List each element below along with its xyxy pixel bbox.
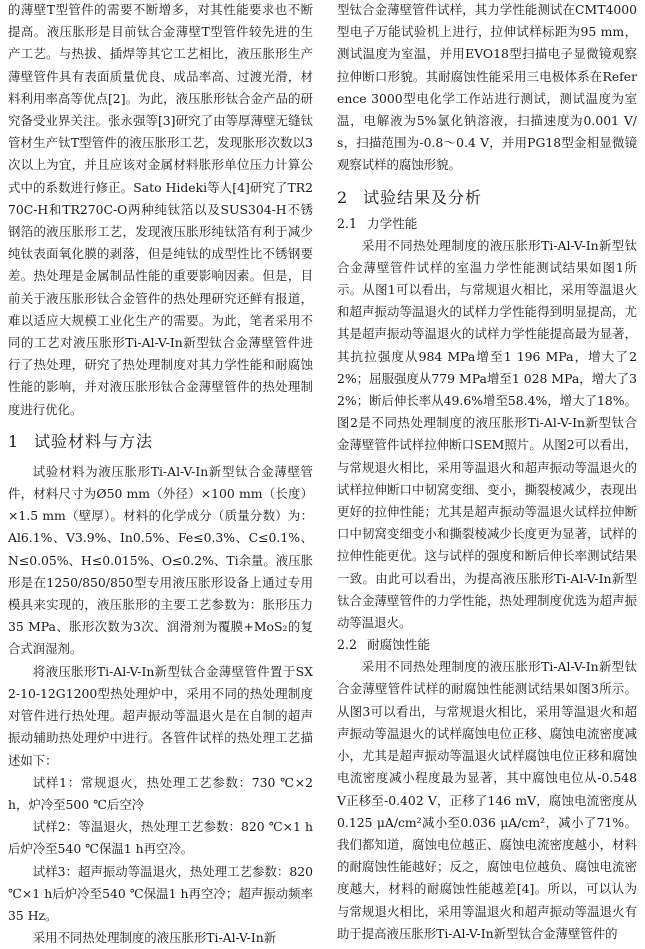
testing-paragraph-start: 采用不同热处理制度的液压胀形Ti-Al-V-In新 <box>32 930 277 946</box>
section-1-number: 1 <box>8 431 20 451</box>
section-2-number: 2 <box>337 187 349 207</box>
subsection-2-1-title: 力学性能 <box>367 215 418 231</box>
section-2-title: 试验结果及分析 <box>363 187 483 207</box>
right-column <box>337 0 637 945</box>
section-2-heading <box>337 183 637 213</box>
mechanical-properties-paragraph: 采用不同热处理制度的液压胀形Ti-Al-V-In新型钛合金薄壁管件试样的室温力学性能测试结果如图1所示。从图1可以看出，与常规退火相比，采用等温退火和超声振动等温退火的试样力学性能得到明显提高，尤其是超声振动等温退火的试样力学性能提高最为显著，其抗拉强度从984 MPa增至1 196 MPa，增大了22%；屈服强度从779 MPa增至1 028 MPa，增大了32%；断后伸长率从49.6%增至58.4%，增大了18%。图2是不同热处理制度的液压胀形Ti-Al-V-In新型钛合金薄壁管件试样拉伸断口SEM照片。从图2可以看出，与常规退火相比，采用等温退火和超声振动等温退火的试样拉伸断口中韧窝变细、变小，撕裂棱减少，表现出更好的拉伸性能；尤其是超声振动等温退火试样拉伸断口中韧窝变细变小和撕裂棱减少长度更为显著，试样的拉伸性能更优。这与试样的强度和断后伸长率测试结果一致。由此可以看出，为提高液压胀形Ti-Al-V-In新型钛合金薄壁管件的力学性能，热处理制度优选为超声振动等温退火。 <box>337 237 637 631</box>
section-1-title: 试验材料与方法 <box>34 431 154 451</box>
intro-paragraph-continued: 的薄壁T型管件的需要不断增多，对其性能要求也不断提高。液压胀形是目前钛合金薄壁T型管件较先进的生产工艺。与热拔、插焊等其它工艺相比，液压胀形生产薄壁管件具有表面质量优良、成品率高、过渡光滑，材料利用率高等优点[2]。为此，液压胀形钛合金产品的研究备受业界关注。张永强等[3]研究了由等厚薄壁无缝钛管材生产钛T型管件的液压胀形工艺，发现胀形次数以3次以上为宜，并且应该对金属材料胀形单位压力计算公式中的系数进行修正。Sato Hideki等人[4]研究了TR270C-H和TR270C-O两种纯钛箔以及SUS304-H不锈钢箔的液压胀形工艺，发现液压胀形纯钛箔有利于减少纯钛表面氧化膜的剥落，但是纯钛的成型性比不锈钢要差。热处理是金属制品性能的重要影响因素。但是，目前关于液压胀形钛合金管件的热处理研究还鲜有报道，难以适应大规模工业化生产的需要。为此，笔者采用不同的工艺对液压胀形Ti-Al-V-In新型钛合金薄壁管件进行了热处理，研究了热处理制度对其力学性能和耐腐蚀性能的影响，并对液压胀形钛合金薄壁管件的热处理制度进行优化。 <box>8 2 313 417</box>
corrosion-resistance-paragraph: 采用不同热处理制度的液压胀形Ti-Al-V-In新型钛合金薄壁管件试样的耐腐蚀性能测试结果如图3所示。从图3可以看出，与常规退火相比，采用等温退火和超声振动等温退火的试样腐蚀电位正移、腐蚀电流密度减小，尤其是超声振动等温退火试样腐蚀电位正移和腐蚀电流密度减小程度最为显著，其中腐蚀电位从-0.548 V正移至-0.402 V，正移了146 mV，腐蚀电流密度从0.125 μA/cm²减小至0.036 μA/cm²，减小了71%。我们都知道，腐蚀电位越正、腐蚀电流密度越小，材料的耐腐蚀性能越好；反之，腐蚀电位越负、腐蚀电流密度越大，材料的耐腐蚀性能越差[4]。所以，可以认为与常规退火相比，采用等温退火和超声振动等温退火有助于提高液压胀形Ti-Al-V-In新型钛合金薄壁管件的 <box>337 659 637 941</box>
heat-treatment-paragraph: 将液压胀形Ti-Al-V-In新型钛合金薄壁管件置于SX2-10-12G1200型热处理炉中，采用不同的热处理制度对管件进行热处理。超声振动等温退火是在自制的超声振动辅助热处理炉中进行。各管件试样的热处理工艺描述如下： <box>8 663 313 768</box>
sample-2-description: 试样2：等温退火，热处理工艺参数：820 ℃×1 h后炉冷至540 ℃保温1 h再空冷。 <box>8 819 313 857</box>
subsection-2-1-number: 2.1 <box>337 215 358 231</box>
section-1-heading <box>8 427 313 457</box>
left-column <box>8 0 313 949</box>
subsection-2-1-heading <box>337 213 637 235</box>
sample-3-description: 试样3：超声振动等温退火，热处理工艺参数：820 ℃×1 h后炉冷至540 ℃保温1 h再空冷；超声振动频率35 Hz。 <box>8 863 313 923</box>
subsection-2-2-number: 2.2 <box>337 637 358 653</box>
materials-paragraph: 试验材料为液压胀形Ti-Al-V-In新型钛合金薄壁管件，材料尺寸为Ø50 mm（外径）×100 mm（长度）×1.5 mm（壁厚）。材料的化学成分（质量分数）为：Al6.1%、V3.9%、In0.5%、Fe≤0.3%、C≤0.1%、N≤0.05%、H≤0.015%、O≤0.2%、Ti余量。液压胀形是在1250/850/850型专用液压胀形设备上通过专用模具来实现的，液压胀形的主要工艺参数为：胀形压力35 MPa、胀形次数为3次、润滑剂为覆膜+MoS₂的复合式润湿剂。 <box>8 463 313 657</box>
subsection-2-2-heading <box>337 634 637 656</box>
subsection-2-2-title: 耐腐蚀性能 <box>367 637 430 653</box>
testing-paragraph-continued: 型钛合金薄壁管件试样，其力学性能测试在CMT4000型电子万能试验机上进行，拉伸试样标距为95 mm，测试温度为室温，并用EVO18型扫描电子显微镜观察拉伸断口形貌。其耐腐蚀性能采用三电极体系在Reference 3000型电化学工作站进行测试，测试温度为室温，电解液为5%氯化钠溶液，扫描速度为0.001 V/s，扫描范围为-0.8～0.4 V，并用PG18型金相显微镜观察试样的腐蚀形貌。 <box>337 2 637 173</box>
sample-1-description: 试样1：常规退火，热处理工艺参数：730 ℃×2 h，炉冷至500 ℃后空冷 <box>8 774 313 812</box>
